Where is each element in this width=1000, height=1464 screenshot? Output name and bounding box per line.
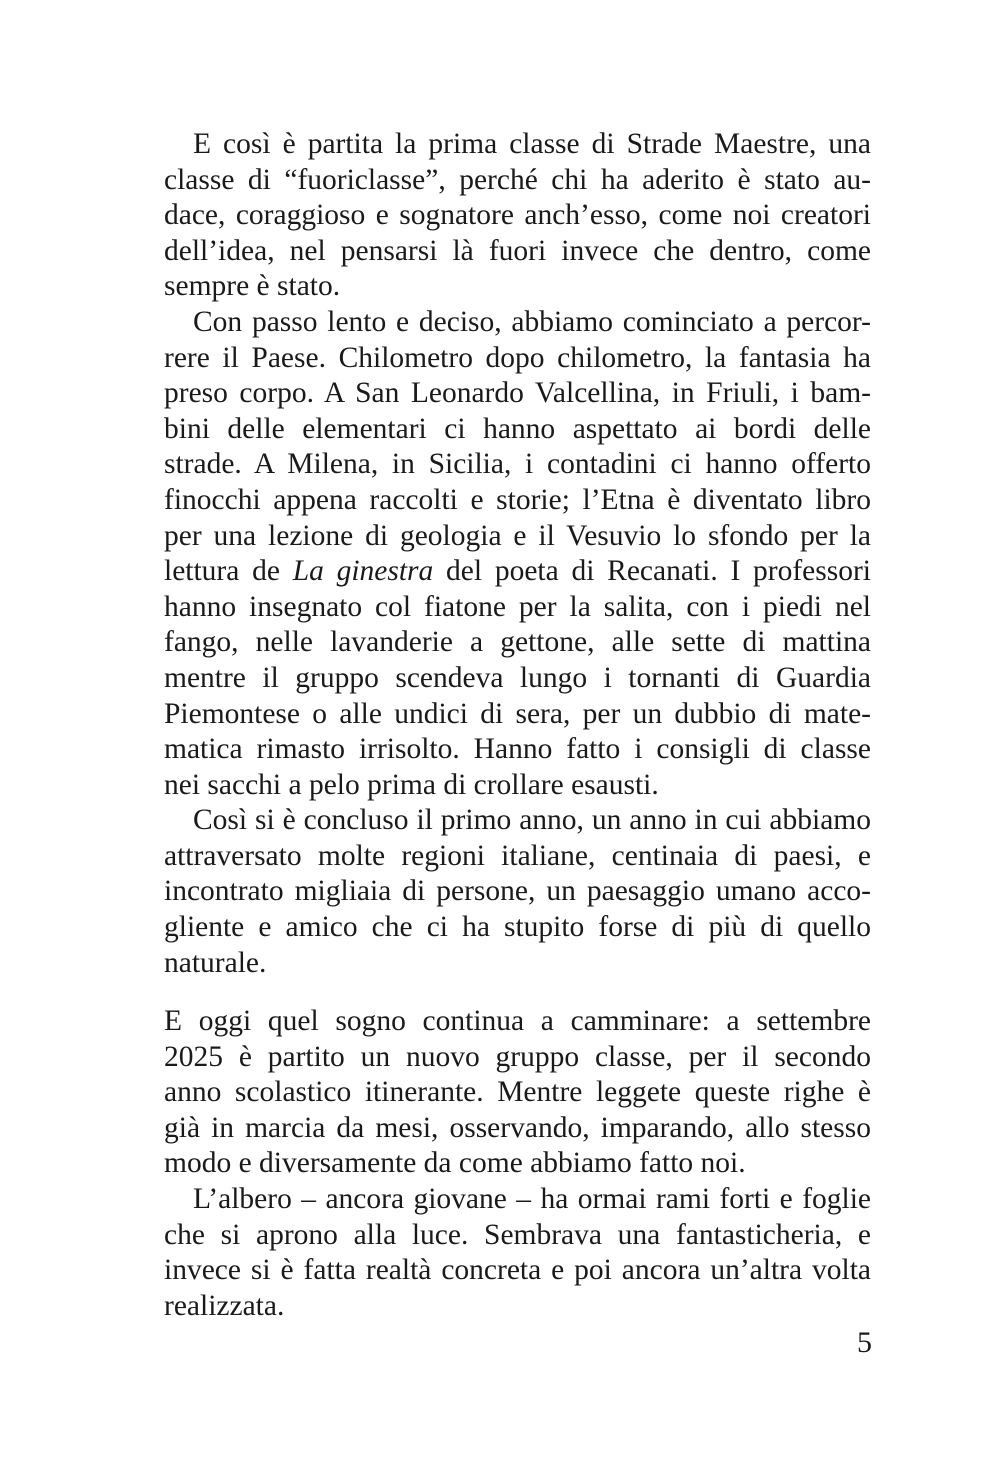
text-line: 2025 è partito un nuovo gruppo classe, per il secondo [164, 1040, 871, 1073]
text-fragment: lettura de [164, 555, 293, 588]
text-line: modo e diversamente da come abbiamo fatto noi. [164, 1147, 746, 1180]
paragraph-1 [164, 127, 871, 305]
text-line: rere il Paese. Chilometro dopo chilometro, la fantasia ha [164, 341, 871, 374]
text-line: anno scolastico itinerante. Mentre leggete queste righe è [164, 1076, 871, 1109]
text-section-1 [164, 127, 871, 981]
text-line: naturale. [164, 946, 267, 979]
text-line: preso corpo. A San Leonardo Valcellina, in Friuli, i bam- [164, 377, 871, 410]
text-section-2 [164, 1004, 871, 1324]
text-line: E oggi quel sogno continua a camminare: a settembre [164, 1005, 871, 1037]
paragraph-2 [164, 305, 871, 803]
text-fragment: del poeta di Recanati. I professori [433, 555, 871, 588]
text-line: bini delle elementari ci hanno aspettato ai bordi delle [164, 412, 871, 445]
page-number: 5 [857, 1326, 872, 1359]
text-line: hanno insegnato col fiatone per la salita, con i piedi nel [164, 590, 871, 623]
text-line: Piemontese o alle undici di sera, per un dubbio di mate- [164, 697, 871, 730]
text-line: fango, nelle lavanderie a gettone, alle sette di mattina [164, 626, 871, 659]
text-line: già in marcia da mesi, osservando, imparando, allo stesso [164, 1111, 871, 1144]
text-line: Con passo lento e deciso, abbiamo cominciato a percor- [193, 305, 871, 338]
paragraph-4 [164, 1004, 871, 1182]
text-line: mentre il gruppo scendeva lungo i tornanti di Guardia [164, 661, 871, 694]
text-line: strade. A Milena, in Sicilia, i contadini ci hanno offerto [164, 448, 871, 481]
text-line: che si aprono alla luce. Sembrava una fantasticheria, e [164, 1218, 871, 1251]
text-line: sempre è stato. [164, 270, 341, 303]
text-line: L’albero – ancora giovane – ha ormai rami forti e foglie [193, 1182, 871, 1215]
text-line: realizzata. [164, 1289, 285, 1322]
text-line: attraversato molte regioni italiane, centinaia di paesi, e [164, 839, 871, 872]
paragraph-3 [164, 803, 871, 981]
paragraph-5 [164, 1182, 871, 1324]
text-line: nei sacchi a pelo prima di crollare esausti. [164, 768, 659, 801]
text-line: gliente e amico che ci ha stupito forse di più di quello [164, 911, 871, 944]
text-line: Così si è concluso il primo anno, un anno in cui abbiamo [193, 804, 871, 837]
text-line: per una lezione di geologia e il Vesuvio lo sfondo per la [164, 519, 871, 552]
text-line: classe di “fuoriclasse”, perché chi ha aderito è stato au- [164, 163, 871, 196]
text-line: finocchi appena raccolti e storie; l’Etna è diventato libro [164, 483, 871, 516]
text-line: dace, coraggioso e sognatore anch’esso, come noi creatori [164, 199, 871, 232]
text-line: matica rimasto irrisolto. Hanno fatto i consigli di classe [164, 733, 871, 766]
text-line: dell’idea, nel pensarsi là fuori invece che dentro, come [164, 234, 871, 267]
text-line: invece si è fatta realtà concreta e poi ancora un’altra volta [164, 1254, 871, 1287]
text-line: incontrato migliaia di persone, un paesaggio umano acco- [164, 875, 871, 908]
text-line: E così è partita la prima classe di Strade Maestre, una [193, 128, 871, 160]
book-title-italic: La ginestra [292, 555, 434, 588]
text-line-with-title [164, 554, 871, 590]
